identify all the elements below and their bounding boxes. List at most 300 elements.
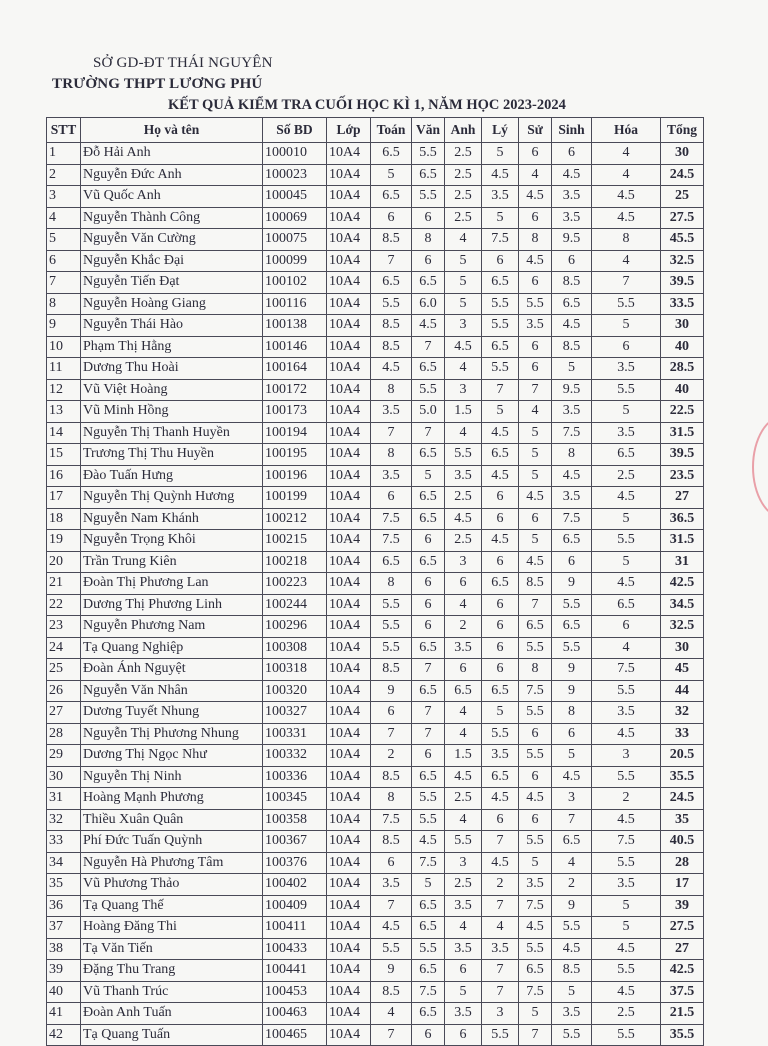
biology-score: 8.5 — [552, 272, 592, 294]
class-cell: 10A4 — [327, 874, 371, 896]
physics-score: 7 — [482, 981, 519, 1003]
stt-cell: 42 — [47, 1024, 81, 1046]
table-row — [47, 637, 704, 659]
english-score: 5 — [445, 981, 482, 1003]
physics-score: 7 — [482, 960, 519, 982]
table-row — [47, 573, 704, 595]
biology-score: 4.5 — [552, 465, 592, 487]
chemistry-score: 4 — [592, 250, 661, 272]
chemistry-score: 2.5 — [592, 1003, 661, 1025]
english-score: 2.5 — [445, 788, 482, 810]
stt-cell: 18 — [47, 508, 81, 530]
math-score: 4.5 — [371, 917, 412, 939]
literature-score: 6.5 — [412, 272, 445, 294]
table-row — [47, 401, 704, 423]
biology-score: 8 — [552, 702, 592, 724]
name-cell: Nguyễn Thị Quỳnh Hương — [81, 487, 263, 509]
class-cell: 10A4 — [327, 981, 371, 1003]
class-cell: 10A4 — [327, 164, 371, 186]
table-row — [47, 981, 704, 1003]
class-cell: 10A4 — [327, 680, 371, 702]
history-score: 5.5 — [519, 745, 552, 767]
table-row — [47, 960, 704, 982]
physics-score: 6.5 — [482, 680, 519, 702]
history-score: 5 — [519, 852, 552, 874]
stt-cell: 39 — [47, 960, 81, 982]
biology-score: 6.5 — [552, 293, 592, 315]
biology-score: 4.5 — [552, 164, 592, 186]
stt-cell: 10 — [47, 336, 81, 358]
literature-score: 5 — [412, 874, 445, 896]
physics-score: 5 — [482, 207, 519, 229]
physics-score: 5 — [482, 143, 519, 165]
sbd-cell: 100138 — [263, 315, 327, 337]
biology-score: 8.5 — [552, 960, 592, 982]
physics-score: 6 — [482, 809, 519, 831]
english-score: 2.5 — [445, 874, 482, 896]
physics-score: 4.5 — [482, 788, 519, 810]
chemistry-score: 4 — [592, 143, 661, 165]
chemistry-score: 4.5 — [592, 981, 661, 1003]
class-cell: 10A4 — [327, 401, 371, 423]
english-score: 2.5 — [445, 487, 482, 509]
stt-cell: 4 — [47, 207, 81, 229]
history-score: 7.5 — [519, 895, 552, 917]
stt-cell: 3 — [47, 186, 81, 208]
chemistry-score: 4.5 — [592, 186, 661, 208]
stt-cell: 29 — [47, 745, 81, 767]
biology-score: 6 — [552, 250, 592, 272]
total-score: 17 — [661, 874, 704, 896]
math-score: 6.5 — [371, 272, 412, 294]
history-score: 4.5 — [519, 788, 552, 810]
math-score: 8 — [371, 788, 412, 810]
literature-score: 8 — [412, 229, 445, 251]
physics-score: 4 — [482, 917, 519, 939]
physics-score: 4.5 — [482, 465, 519, 487]
total-score: 30 — [661, 637, 704, 659]
department-name: SỞ GD-ĐT THÁI NGUYÊN — [93, 55, 273, 71]
literature-score: 7 — [412, 723, 445, 745]
physics-score: 6.5 — [482, 573, 519, 595]
history-score: 7 — [519, 1024, 552, 1046]
name-cell: Nguyễn Khắc Đại — [81, 250, 263, 272]
class-cell: 10A4 — [327, 895, 371, 917]
biology-score: 5.5 — [552, 1024, 592, 1046]
chemistry-score: 5.5 — [592, 852, 661, 874]
red-stamp-seal — [752, 415, 768, 519]
literature-score: 6.5 — [412, 358, 445, 380]
math-score: 5 — [371, 164, 412, 186]
stt-cell: 36 — [47, 895, 81, 917]
name-cell: Dương Thị Ngọc Như — [81, 745, 263, 767]
sbd-cell: 100102 — [263, 272, 327, 294]
biology-score: 9 — [552, 573, 592, 595]
sbd-cell: 100453 — [263, 981, 327, 1003]
stt-cell: 11 — [47, 358, 81, 380]
chemistry-score: 6 — [592, 616, 661, 638]
stt-cell: 28 — [47, 723, 81, 745]
chemistry-score: 4.5 — [592, 809, 661, 831]
literature-score: 6 — [412, 530, 445, 552]
table-row — [47, 938, 704, 960]
table-row — [47, 358, 704, 380]
table-row — [47, 594, 704, 616]
physics-score: 7 — [482, 895, 519, 917]
table-row — [47, 164, 704, 186]
name-cell: Nguyễn Văn Nhân — [81, 680, 263, 702]
class-cell: 10A4 — [327, 637, 371, 659]
table-row — [47, 1024, 704, 1046]
biology-score: 3.5 — [552, 186, 592, 208]
class-cell: 10A4 — [327, 229, 371, 251]
math-score: 8.5 — [371, 659, 412, 681]
math-score: 6 — [371, 852, 412, 874]
history-score: 5 — [519, 1003, 552, 1025]
history-score: 6 — [519, 508, 552, 530]
literature-score: 5.5 — [412, 809, 445, 831]
total-score: 24.5 — [661, 788, 704, 810]
math-score: 5.5 — [371, 594, 412, 616]
english-score: 3.5 — [445, 938, 482, 960]
literature-score: 6 — [412, 594, 445, 616]
literature-score: 6 — [412, 1024, 445, 1046]
physics-score: 6.5 — [482, 766, 519, 788]
total-score: 35.5 — [661, 1024, 704, 1046]
history-score: 6 — [519, 272, 552, 294]
total-score: 32 — [661, 702, 704, 724]
class-cell: 10A4 — [327, 315, 371, 337]
total-score: 31.5 — [661, 422, 704, 444]
class-cell: 10A4 — [327, 594, 371, 616]
total-score: 25 — [661, 186, 704, 208]
math-score: 3.5 — [371, 465, 412, 487]
biology-score: 5 — [552, 745, 592, 767]
stt-cell: 23 — [47, 616, 81, 638]
table-row — [47, 852, 704, 874]
biology-score: 9.5 — [552, 229, 592, 251]
total-score: 27.5 — [661, 917, 704, 939]
physics-score: 6 — [482, 508, 519, 530]
table-row — [47, 551, 704, 573]
class-cell: 10A4 — [327, 293, 371, 315]
total-score: 35.5 — [661, 766, 704, 788]
class-cell: 10A4 — [327, 487, 371, 509]
biology-score: 3.5 — [552, 401, 592, 423]
physics-score: 6 — [482, 616, 519, 638]
stt-cell: 21 — [47, 573, 81, 595]
sbd-cell: 100215 — [263, 530, 327, 552]
class-cell: 10A4 — [327, 659, 371, 681]
sbd-cell: 100173 — [263, 401, 327, 423]
stt-cell: 6 — [47, 250, 81, 272]
literature-score: 5.5 — [412, 379, 445, 401]
stt-cell: 16 — [47, 465, 81, 487]
chemistry-score: 5.5 — [592, 293, 661, 315]
physics-score: 3.5 — [482, 186, 519, 208]
total-score: 23.5 — [661, 465, 704, 487]
table-row — [47, 745, 704, 767]
chemistry-score: 3 — [592, 745, 661, 767]
biology-score: 3.5 — [552, 207, 592, 229]
history-score: 4.5 — [519, 186, 552, 208]
name-cell: Trương Thị Thu Huyền — [81, 444, 263, 466]
sbd-cell: 100327 — [263, 702, 327, 724]
math-score: 7 — [371, 895, 412, 917]
name-cell: Đỗ Hải Anh — [81, 143, 263, 165]
name-cell: Nguyễn Thị Phương Nhung — [81, 723, 263, 745]
history-score: 3.5 — [519, 874, 552, 896]
biology-score: 7.5 — [552, 508, 592, 530]
english-score: 3 — [445, 379, 482, 401]
chemistry-score: 2.5 — [592, 465, 661, 487]
biology-score: 8 — [552, 444, 592, 466]
sbd-cell: 100212 — [263, 508, 327, 530]
physics-score: 5.5 — [482, 1024, 519, 1046]
math-score: 5.5 — [371, 293, 412, 315]
table-row — [47, 315, 704, 337]
english-score: 5 — [445, 272, 482, 294]
name-cell: Phí Đức Tuấn Quỳnh — [81, 831, 263, 853]
chemistry-score: 5.5 — [592, 680, 661, 702]
name-cell: Vũ Việt Hoàng — [81, 379, 263, 401]
stt-cell: 38 — [47, 938, 81, 960]
stt-cell: 15 — [47, 444, 81, 466]
english-score: 4 — [445, 594, 482, 616]
english-score: 3.5 — [445, 465, 482, 487]
table-row — [47, 487, 704, 509]
name-cell: Nguyễn Hoàng Giang — [81, 293, 263, 315]
literature-score: 5 — [412, 465, 445, 487]
class-cell: 10A4 — [327, 336, 371, 358]
literature-score: 7 — [412, 702, 445, 724]
math-score: 3.5 — [371, 401, 412, 423]
biology-score: 3.5 — [552, 487, 592, 509]
table-header-row — [47, 118, 704, 143]
english-score: 5.5 — [445, 831, 482, 853]
chemistry-score: 5.5 — [592, 530, 661, 552]
sbd-cell: 100069 — [263, 207, 327, 229]
chemistry-score: 5 — [592, 895, 661, 917]
math-score: 5.5 — [371, 938, 412, 960]
english-score: 4 — [445, 422, 482, 444]
biology-score: 9 — [552, 680, 592, 702]
name-cell: Tạ Văn Tiến — [81, 938, 263, 960]
sbd-cell: 100146 — [263, 336, 327, 358]
literature-score: 5.0 — [412, 401, 445, 423]
class-cell: 10A4 — [327, 723, 371, 745]
name-cell: Vũ Thanh Trúc — [81, 981, 263, 1003]
class-cell: 10A4 — [327, 551, 371, 573]
sbd-cell: 100223 — [263, 573, 327, 595]
literature-score: 6.5 — [412, 895, 445, 917]
math-score: 8.5 — [371, 336, 412, 358]
biology-score: 4.5 — [552, 938, 592, 960]
col-header-physics: Lý — [482, 118, 519, 143]
biology-score: 9.5 — [552, 379, 592, 401]
col-header-history: Sử — [519, 118, 552, 143]
total-score: 39.5 — [661, 272, 704, 294]
class-cell: 10A4 — [327, 508, 371, 530]
literature-score: 6.5 — [412, 444, 445, 466]
name-cell: Thiều Xuân Quân — [81, 809, 263, 831]
literature-score: 5.5 — [412, 186, 445, 208]
literature-score: 6 — [412, 250, 445, 272]
total-score: 28.5 — [661, 358, 704, 380]
stt-cell: 40 — [47, 981, 81, 1003]
chemistry-score: 3.5 — [592, 702, 661, 724]
total-score: 42.5 — [661, 573, 704, 595]
sbd-cell: 100296 — [263, 616, 327, 638]
class-cell: 10A4 — [327, 207, 371, 229]
name-cell: Hoàng Đăng Thi — [81, 917, 263, 939]
table-row — [47, 293, 704, 315]
literature-score: 6 — [412, 573, 445, 595]
math-score: 6.5 — [371, 143, 412, 165]
sbd-cell: 100465 — [263, 1024, 327, 1046]
literature-score: 6.5 — [412, 917, 445, 939]
stt-cell: 17 — [47, 487, 81, 509]
math-score: 8.5 — [371, 229, 412, 251]
stt-cell: 12 — [47, 379, 81, 401]
stt-cell: 2 — [47, 164, 81, 186]
chemistry-score: 5.5 — [592, 1024, 661, 1046]
name-cell: Nguyễn Văn Cường — [81, 229, 263, 251]
history-score: 5.5 — [519, 831, 552, 853]
math-score: 8 — [371, 444, 412, 466]
table-row — [47, 465, 704, 487]
name-cell: Nguyễn Đức Anh — [81, 164, 263, 186]
sbd-cell: 100367 — [263, 831, 327, 853]
physics-score: 5.5 — [482, 723, 519, 745]
total-score: 35 — [661, 809, 704, 831]
class-cell: 10A4 — [327, 766, 371, 788]
total-score: 33.5 — [661, 293, 704, 315]
history-score: 6.5 — [519, 616, 552, 638]
class-cell: 10A4 — [327, 938, 371, 960]
col-header-name: Họ và tên — [81, 118, 263, 143]
name-cell: Phạm Thị Hằng — [81, 336, 263, 358]
physics-score: 6.5 — [482, 444, 519, 466]
english-score: 4 — [445, 358, 482, 380]
english-score: 6 — [445, 1024, 482, 1046]
col-header-english: Anh — [445, 118, 482, 143]
english-score: 5.5 — [445, 444, 482, 466]
name-cell: Tạ Quang Nghiệp — [81, 637, 263, 659]
physics-score: 3 — [482, 1003, 519, 1025]
sbd-cell: 100199 — [263, 487, 327, 509]
grades-table — [46, 117, 704, 1046]
math-score: 7.5 — [371, 530, 412, 552]
biology-score: 3.5 — [552, 1003, 592, 1025]
chemistry-score: 7.5 — [592, 831, 661, 853]
name-cell: Tạ Quang Thế — [81, 895, 263, 917]
stt-cell: 7 — [47, 272, 81, 294]
class-cell: 10A4 — [327, 250, 371, 272]
sbd-cell: 100244 — [263, 594, 327, 616]
total-score: 27.5 — [661, 207, 704, 229]
table-row — [47, 422, 704, 444]
total-score: 21.5 — [661, 1003, 704, 1025]
english-score: 3.5 — [445, 1003, 482, 1025]
chemistry-score: 5 — [592, 401, 661, 423]
english-score: 4.5 — [445, 766, 482, 788]
math-score: 9 — [371, 680, 412, 702]
history-score: 8 — [519, 229, 552, 251]
total-score: 39 — [661, 895, 704, 917]
sbd-cell: 100308 — [263, 637, 327, 659]
history-score: 8.5 — [519, 573, 552, 595]
class-cell: 10A4 — [327, 809, 371, 831]
literature-score: 6 — [412, 616, 445, 638]
history-score: 4.5 — [519, 551, 552, 573]
english-score: 3.5 — [445, 637, 482, 659]
class-cell: 10A4 — [327, 702, 371, 724]
math-score: 5.5 — [371, 616, 412, 638]
sbd-cell: 100331 — [263, 723, 327, 745]
literature-score: 6.5 — [412, 551, 445, 573]
name-cell: Đoàn Ánh Nguyệt — [81, 659, 263, 681]
table-row — [47, 874, 704, 896]
name-cell: Nguyễn Trọng Khôi — [81, 530, 263, 552]
class-cell: 10A4 — [327, 143, 371, 165]
chemistry-score: 5 — [592, 917, 661, 939]
table-row — [47, 766, 704, 788]
chemistry-score: 4.5 — [592, 938, 661, 960]
english-score: 3 — [445, 315, 482, 337]
literature-score: 6.5 — [412, 960, 445, 982]
biology-score: 7 — [552, 809, 592, 831]
class-cell: 10A4 — [327, 422, 371, 444]
math-score: 8.5 — [371, 766, 412, 788]
biology-score: 6.5 — [552, 831, 592, 853]
math-score: 7 — [371, 422, 412, 444]
biology-score: 6 — [552, 551, 592, 573]
english-score: 4 — [445, 702, 482, 724]
stt-cell: 37 — [47, 917, 81, 939]
physics-score: 7 — [482, 379, 519, 401]
total-score: 24.5 — [661, 164, 704, 186]
table-row — [47, 831, 704, 853]
literature-score: 5.5 — [412, 788, 445, 810]
literature-score: 6.5 — [412, 487, 445, 509]
history-score: 5 — [519, 444, 552, 466]
total-score: 39.5 — [661, 444, 704, 466]
history-score: 7.5 — [519, 981, 552, 1003]
total-score: 31.5 — [661, 530, 704, 552]
history-score: 7 — [519, 594, 552, 616]
stt-cell: 31 — [47, 788, 81, 810]
stt-cell: 20 — [47, 551, 81, 573]
biology-score: 5 — [552, 358, 592, 380]
stt-cell: 41 — [47, 1003, 81, 1025]
math-score: 6 — [371, 702, 412, 724]
history-score: 4 — [519, 164, 552, 186]
physics-score: 6 — [482, 659, 519, 681]
sbd-cell: 100318 — [263, 659, 327, 681]
chemistry-score: 5.5 — [592, 379, 661, 401]
sbd-cell: 100023 — [263, 164, 327, 186]
col-header-class: Lớp — [327, 118, 371, 143]
physics-score: 5 — [482, 702, 519, 724]
history-score: 4.5 — [519, 487, 552, 509]
table-row — [47, 723, 704, 745]
stt-cell: 14 — [47, 422, 81, 444]
col-header-total: Tổng — [661, 118, 704, 143]
total-score: 36.5 — [661, 508, 704, 530]
literature-score: 6 — [412, 207, 445, 229]
history-score: 4.5 — [519, 917, 552, 939]
